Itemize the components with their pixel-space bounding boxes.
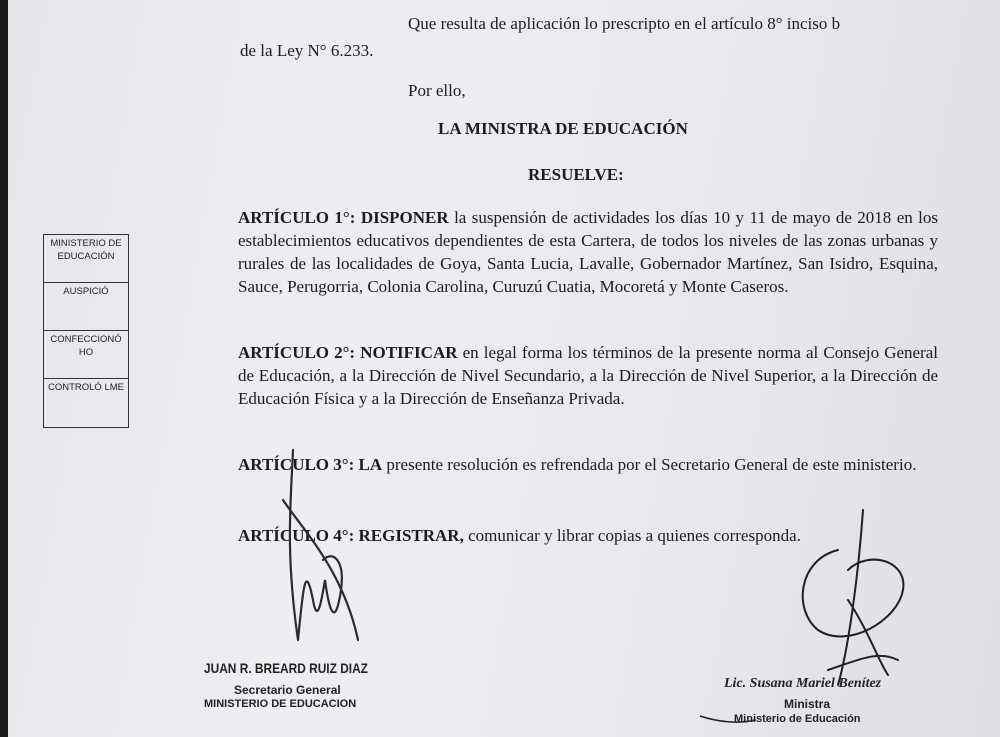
right-signature-flourish (698, 712, 758, 726)
intro-line-1: Que resulta de aplicación lo prescripto en el artículo 8° inciso b (408, 14, 841, 33)
article-4-text: comunicar y librar copias a quienes corresponda. (463, 526, 801, 545)
heading: LA MINISTRA DE EDUCACIÓN (438, 119, 688, 138)
intro-line-2: de la Ley N° 6.233. (240, 41, 374, 60)
right-signature-scribble (778, 500, 918, 690)
article-3-text: presente resolución es refrendada por el Secretario General de este ministerio. (382, 455, 917, 474)
article-2-verb: NOTIFICAR (360, 343, 458, 362)
article-1-text: la suspensión de actividades los días 10 y 11 de mayo de 2018 en los establecimientos educativos dependientes de esta Cartera, de todos los niveles de las zonas urbanas y rurales de las localidades de Goya, Santa Lucia, Lavalle, Gobernador Martínez, San Isidro, Esquina, Sauce, Perugorria, Colonia Carolina, Curuzú Cuatia, Mocoretá y Monte Caseros. (238, 208, 938, 296)
approval-stamp (43, 234, 129, 428)
stamp-cell-controlo: CONTROLÓ LME (47, 382, 124, 393)
right-signer-title: Ministra (784, 697, 831, 711)
article-2 (238, 341, 938, 410)
article-3-label: ARTÍCULO 3°: (238, 455, 355, 474)
document-page (8, 0, 1000, 737)
stamp-cell-auspicio: AUSPICIÓ (44, 283, 128, 331)
left-signer-org: MINISTERIO DE EDUCACION (204, 698, 357, 710)
article-4-verb: REGISTRAR, (358, 526, 464, 545)
left-signer-title: Secretario General (234, 683, 341, 697)
article-1-label: ARTÍCULO 1°: (238, 208, 356, 227)
right-signer-org: Ministerio de Educación (734, 713, 861, 725)
stamp-cell-confecciono: CONFECCIONÓ HO (44, 331, 128, 379)
article-3-verb: LA (358, 455, 383, 474)
article-4-label: ARTÍCULO 4°: (238, 526, 355, 545)
left-signer-name: JUAN R. BREARD RUIZ DIAZ (204, 660, 368, 676)
stamp-cell-ministerio: MINISTERIO DE EDUCACIÓN (44, 235, 128, 283)
right-signer-name: Lic. Susana Mariel Benítez (724, 676, 882, 691)
left-signature-scribble (263, 440, 373, 650)
por-ello: Por ello, (408, 81, 466, 100)
article-1 (238, 206, 938, 298)
article-2-label: ARTÍCULO 2°: (238, 343, 356, 362)
article-2-text: en legal forma los términos de la presente norma al Consejo General de Educación, a la Dirección de Nivel Secundario, a la Dirección de Nivel Superior, a la Dirección de Educación Física y a la Dirección de Enseñanza Privada. (238, 343, 938, 408)
article-1-verb: DISPONER (360, 208, 449, 227)
resuelve: RESUELVE: (528, 165, 624, 184)
